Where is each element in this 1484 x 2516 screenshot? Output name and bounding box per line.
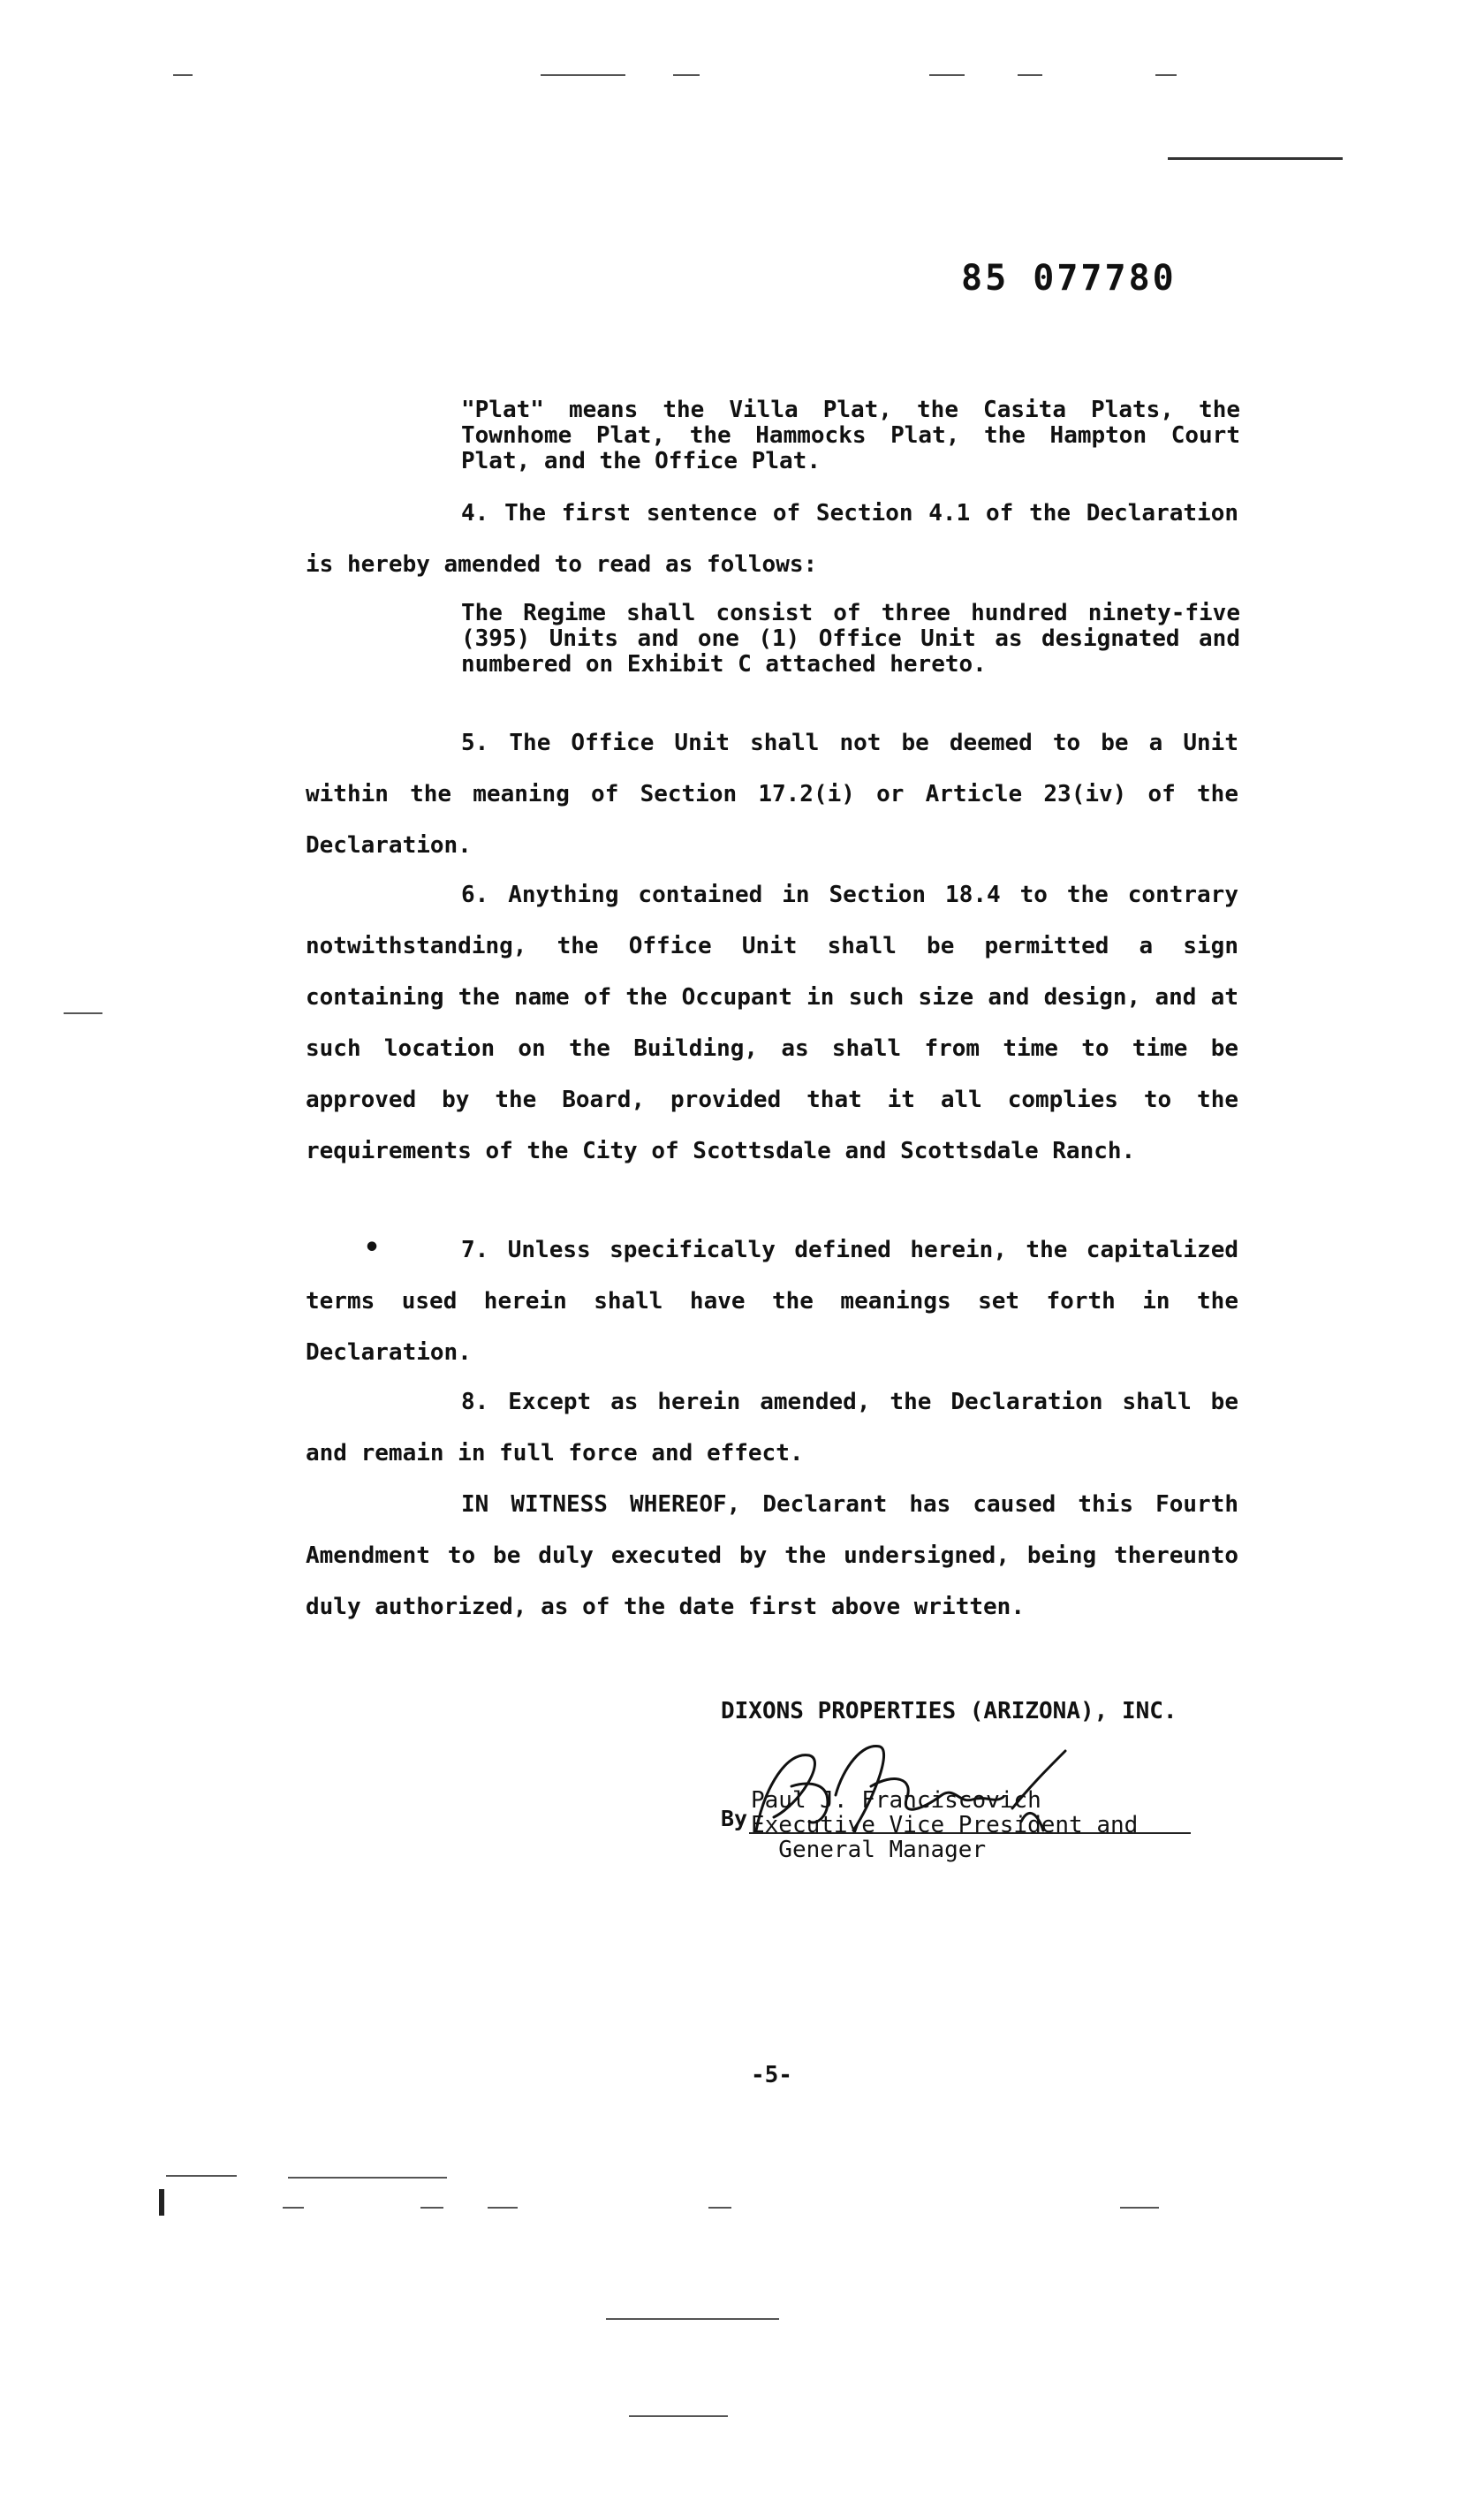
signer-title-line1: Executive Vice President and [751,1812,1139,1838]
scan-mark [173,74,193,76]
page-number: -5- [751,2062,792,2088]
signer-block [751,1788,1246,1862]
scan-mark [1120,2207,1159,2209]
scan-mark [929,74,965,76]
witness-clause: IN WITNESS WHEREOF, Declarant has caused this Fourth Amendment to be duly executed by the undersigned, being thereunto duly authorized, as of the date first above written. [306,1491,1238,1620]
scan-mark [673,74,700,76]
scan-mark [420,2207,443,2209]
item-4-quote: The Regime shall consist of three hundred ninety-five (395) Units and one (1) Office Unit as designated and numbered on Exhibit C attached hereto. [461,600,1240,678]
item-7: 7. Unless specifically defined herein, the capitalized terms used herein shall have the meanings set forth in the Declaration. [306,1237,1238,1366]
item-8: 8. Except as herein amended, the Declaration shall be and remain in full force and effect. [306,1389,1238,1466]
plat-definition: "Plat" means the Villa Plat, the Casita Plats, the Townhome Plat, the Hammocks Plat, the Hampton Court Plat, and the Office Plat. [461,397,1240,474]
signer-title-line2: General Manager [751,1837,987,1863]
scan-mark [488,2207,518,2209]
scan-mark [288,2177,447,2179]
bullet-mark: • [364,1232,381,1263]
item-6: 6. Anything contained in Section 18.4 to the contrary notwithstanding, the Office Unit shall be permitted a sign containing the name of the Occupant in such size and design, and at such location on the Building, as shall from time to time be approved by the Board, provided that it all complies to the requirements of the City of Scottsdale and Scottsdale Ranch. [306,882,1238,1164]
company-name: DIXONS PROPERTIES (ARIZONA), INC. [721,1698,1177,1724]
document-number: 85 077780 [961,258,1177,299]
scan-mark [708,2207,731,2209]
item-5: 5. The Office Unit shall not be deemed to be a Unit within the meaning of Section 17.2(i) or Article 23(iv) of the Declaration. [306,730,1238,859]
scan-mark [64,1012,102,1014]
scan-mark [283,2207,304,2209]
scan-mark [541,74,625,76]
scan-mark [629,2415,728,2417]
scan-mark [1018,74,1042,76]
scan-mark [166,2175,237,2177]
scan-mark [1168,157,1343,160]
by-label: By [721,1806,748,1831]
scan-mark [606,2318,779,2320]
scan-mark [1155,74,1177,76]
item-4-intro: 4. The first sentence of Section 4.1 of the Declaration is hereby amended to read as follows: [306,500,1238,578]
scan-mark [159,2189,164,2216]
signer-name: Paul J. Franciscovich [751,1787,1041,1814]
